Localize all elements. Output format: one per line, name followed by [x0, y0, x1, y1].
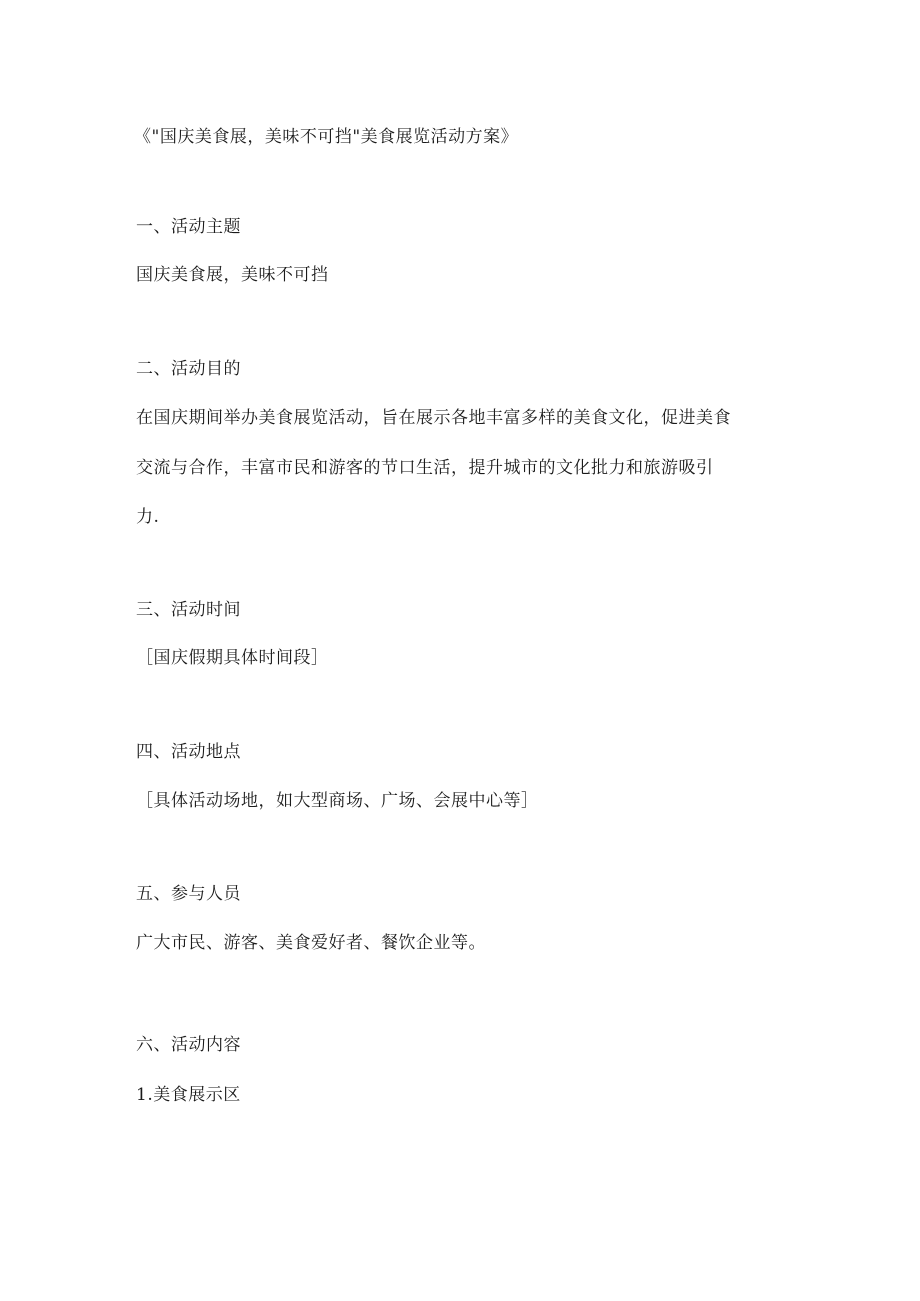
section-heading-location: 四、活动地点	[136, 742, 241, 762]
section-text-purpose-line-3: 力.	[136, 507, 160, 527]
section-heading-purpose: 二、活动目的	[136, 359, 241, 379]
section-heading-theme: 一、活动主题	[136, 217, 241, 237]
section-text-purpose-line-2: 交流与合作，丰富市民和游客的节口生活，提升城市的文化批力和旅游吸引	[136, 458, 714, 478]
section-text-content-item-1: 1.美食展示区	[136, 1085, 241, 1105]
section-text-theme: 国庆美食展，美味不可挡	[136, 265, 329, 285]
section-text-location: ［具体活动场地，如大型商场、广场、会展中心等］	[136, 791, 539, 811]
section-heading-content: 六、活动内容	[136, 1035, 241, 1055]
section-heading-time: 三、活动时间	[136, 600, 241, 620]
document-title: 《"国庆美食展，美味不可挡"美食展览活动方案》	[134, 127, 519, 147]
section-text-purpose-line-1: 在国庆期间举办美食展览活动，旨在展示各地丰富多样的美食文化，促进美食	[136, 408, 731, 428]
section-heading-participants: 五、参与人员	[136, 884, 241, 904]
section-text-time: ［国庆假期具体时间段］	[136, 648, 329, 668]
section-text-participants: 广大市民、游客、美食爱好者、餐饮企业等。	[136, 933, 486, 953]
